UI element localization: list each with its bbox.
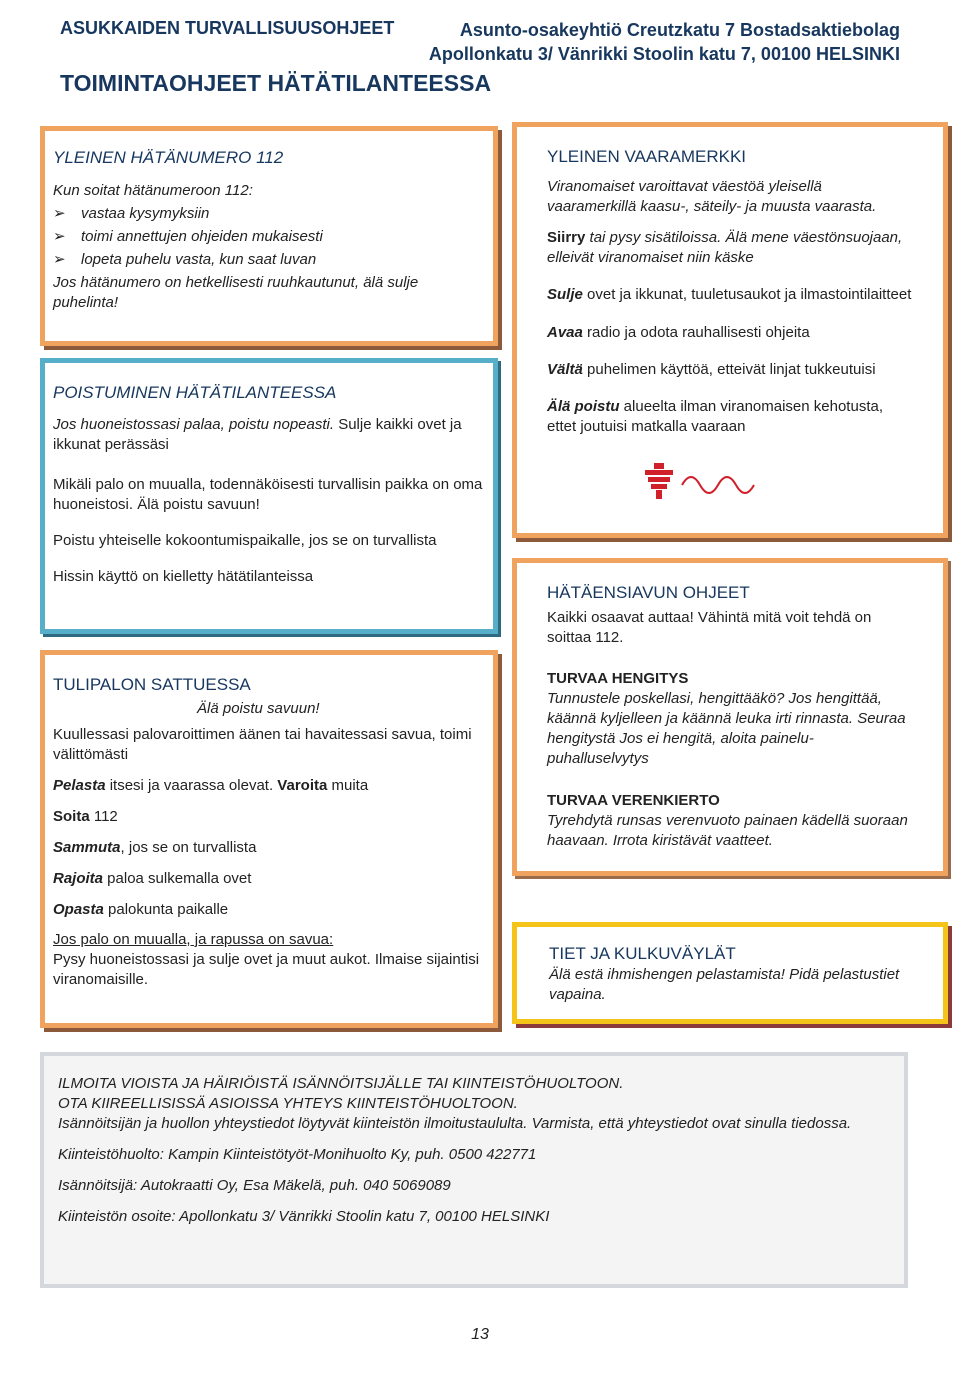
footer-line3: Isännöitsijän ja huollon yhteystiedot löytyvät kiinteistön ilmoitustaululta. Varmista, että yhteystiedot ovat sinulla tiedossa. — [58, 1115, 852, 1132]
footer-line1: ILMOITA VIOISTA JA HÄIRIÖISTÄ ISÄNNÖITSIJÄLLE TAI KIINTEISTÖHUOLTOON. — [58, 1075, 624, 1092]
fire-step-extinguish: Sammuta, jos se on turvallista — [53, 839, 257, 856]
warning-p4: Vältä puhelimen käyttöä, etteivät linjat tukkeutuisi — [547, 361, 876, 378]
routes-text: Älä estä ihmishengen pelastamista! Pidä pelastustiet vapaina. — [549, 966, 900, 1003]
fire-box — [40, 650, 498, 1028]
fire-title: TULIPALON SATTUESSA — [53, 675, 251, 694]
routes-title: TIET JA KULKUVÄYLÄT — [549, 944, 736, 963]
fire-elsewhere-heading: Jos palo on muualla, ja rapussa on savua: — [53, 931, 334, 948]
header-left-title: ASUKKAIDEN TURVALLISUUSOHJEET — [60, 18, 395, 38]
breathing-title: TURVAA HENGITYS — [547, 670, 689, 687]
warning-p1: Siirry tai pysy sisätiloissa. Älä mene väestönsuojaan, elleivät viranomaiset niin käske — [547, 229, 903, 266]
circulation-text: Tyrehdytä runsas verenvuoto painaen kädellä suoraan haavaan. Irrota kiristävät vaatteet. — [547, 812, 908, 849]
warning-p2: Sulje ovet ja ikkunat, tuuletusaukot ja ilmastointilaitteet — [547, 286, 912, 303]
emergency-outro: Jos hätänumero on hetkellisesti ruuhkautunut, älä sulje puhelinta! — [53, 274, 419, 311]
contact-info-box — [40, 1052, 908, 1288]
list-item: ➢ lopeta puhelu vasta, kun saat luvan — [53, 251, 317, 268]
arrow-bullet-icon: ➢ — [53, 228, 66, 245]
emergency-number-box — [40, 126, 498, 346]
header-address: Apollonkatu 3/ Vänrikki Stoolin katu 7, 00100 HELSINKI — [428, 44, 900, 64]
siren-graphic — [637, 461, 913, 506]
sound-wave-icon — [682, 477, 754, 493]
first-aid-intro: Kaikki osaavat auttaa! Vähintä mitä voit tehdä on soittaa 112. — [547, 609, 872, 646]
fire-subtitle: Älä poistu savuun! — [197, 700, 320, 717]
evacuation-box — [40, 358, 498, 634]
arrow-bullet-icon: ➢ — [53, 251, 66, 268]
arrow-bullet-icon: ➢ — [53, 205, 66, 222]
fire-step-limit: Rajoita paloa sulkemalla ovet — [53, 870, 252, 887]
siren-icon — [637, 461, 757, 501]
warning-box — [512, 122, 948, 538]
maintenance-contact: Kiinteistöhuolto: Kampin Kiinteistötyöt-Monihuolto Ky, puh. 0500 422771 — [58, 1146, 537, 1163]
manager-contact: Isännöitsijä: Autokraatti Oy, Esa Mäkelä, puh. 040 5069089 — [58, 1177, 451, 1194]
list-item: ➢ toimi annettujen ohjeiden mukaisesti — [53, 228, 323, 245]
warning-p5: Älä poistu alueelta ilman viranomaisen kehotusta, ettet joutuisi matkalla vaaraan — [547, 398, 883, 435]
fire-elsewhere-text: Pysy huoneistossasi ja sulje ovet ja muut aukot. Ilmaise sijaintisi viranomaisille. — [53, 951, 480, 988]
evacuation-p4: Hissin käyttö on kielletty hätätilanteissa — [53, 568, 314, 585]
header-right — [429, 18, 900, 66]
fire-step-call: Soita 112 — [53, 808, 118, 825]
circulation-title: TURVAA VERENKIERTO — [547, 792, 720, 809]
footer-line2: OTA KIIREELLISISSÄ ASIOISSA YHTEYS KIINTEISTÖHUOLTOON. — [58, 1095, 518, 1112]
first-aid-title: HÄTÄENSIAVUN OHJEET — [547, 583, 750, 602]
evacuation-p2: Mikäli palo on muualla, todennäköisesti turvallisin paikka on oma huoneistosi. Älä poistu savuun! — [53, 476, 483, 513]
property-address: Kiinteistön osoite: Apollonkatu 3/ Vänrikki Stoolin katu 7, 00100 HELSINKI — [58, 1208, 550, 1225]
fire-intro: Kuullessasi palovaroittimen äänen tai havaitessasi savua, toimi välittömästi — [53, 726, 472, 763]
page-title: TOIMINTAOHJEET HÄTÄTILANTEESSA — [60, 70, 492, 96]
evacuation-title: POISTUMINEN HÄTÄTILANTEESSA — [53, 383, 337, 402]
list-item: ➢ vastaa kysymyksiin — [53, 205, 210, 222]
routes-box — [512, 922, 948, 1024]
evacuation-p3: Poistu yhteiselle kokoontumispaikalle, jos se on turvallista — [53, 532, 437, 549]
first-aid-box — [512, 558, 948, 876]
page-number: 13 — [471, 1326, 489, 1343]
evacuation-p1: Jos huoneistossasi palaa, poistu nopeasti. Sulje kaikki ovet ja ikkunat perässäsi — [53, 416, 462, 453]
warning-title: YLEINEN VAARAMERKKI — [547, 147, 747, 166]
breathing-text: Tunnustele poskellasi, hengittääkö? Jos hengittää, käännä kyljelleen ja käännä leuka irti rinnasta. Seuraa hengitystä Jos ei hengitä, aloita painelu-puhalluselvytys — [547, 690, 906, 767]
warning-intro: Viranomaiset varoittavat väestöä yleisellä vaaramerkillä kaasu-, säteily- ja muusta vaarasta. — [547, 178, 877, 215]
emergency-list — [53, 204, 485, 270]
emergency-number-title: YLEINEN HÄTÄNUMERO 112 — [53, 148, 284, 167]
warning-p3: Avaa radio ja odota rauhallisesti ohjeita — [547, 324, 810, 341]
fire-step-guide: Opasta palokunta paikalle — [53, 901, 229, 918]
header-company: Asunto-osakeyhtiö Creutzkatu 7 Bostadsaktiebolag — [459, 20, 900, 40]
emergency-intro: Kun soitat hätänumeroon 112: — [53, 182, 253, 199]
fire-step-rescue: Pelasta itsesi ja vaarassa olevat. Varoita muita — [53, 777, 369, 794]
